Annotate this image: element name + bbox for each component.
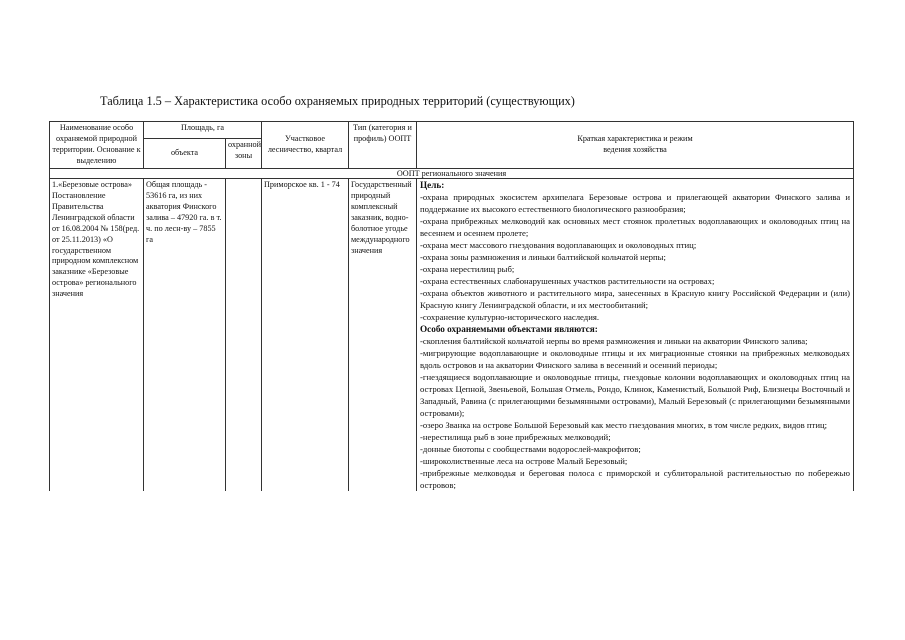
description-item: -сохранение культурно-исторического наследия. bbox=[420, 312, 600, 323]
region-heading: ООПТ регионального значения bbox=[50, 168, 854, 179]
row-forestry: Приморское кв. 1 - 74 bbox=[262, 179, 349, 492]
header-area-object: объекта bbox=[144, 138, 226, 168]
description-heading: Особо охраняемыми объектами являются: bbox=[420, 324, 598, 335]
row-area-zone bbox=[226, 179, 262, 492]
description-item: -охрана мест массового гнездования водоплавающих и околоводных птиц; bbox=[420, 240, 697, 251]
description-item: -нерестилища рыб в зоне прибрежных мелководий; bbox=[420, 432, 611, 443]
header-area-zone: охранной зоны bbox=[226, 138, 262, 168]
description-item: -гнездящиеся водоплавающие и околоводные птицы, гнездовые колонии водоплавающих и околоводных птиц на островах Цепной, Звеньевой, Большая Отмель, Рондо, Клинок, Каменистый, Большой Риф, Близнецы Восточный и Западный, Равина (с прилегающими безымянными островами), Малый Березовый (с прилегающими безымянными островами); bbox=[420, 372, 850, 419]
header-row-1 bbox=[50, 122, 854, 139]
description-item: -скопления балтийской кольчатой нерпы во время размножения и линьки на акватории Финского залива; bbox=[420, 336, 808, 347]
description-item: -донные биотопы с сообществами водорослей-макрофитов; bbox=[420, 444, 641, 455]
table-caption: Таблица 1.5 – Характеристика особо охраняемых природных территорий (существующих) bbox=[100, 94, 575, 108]
row-name: 1.«Березовые острова» Постановление Правительства Ленинградской области от 16.08.2004 № 158(ред. от 25.11.2013) «О государственном природном комплексном заказнике «Березовые острова» регионального значения bbox=[50, 179, 144, 492]
region-row bbox=[50, 168, 854, 179]
description-item: -охрана естественных слабонарушенных участков растительности на островах; bbox=[420, 276, 715, 287]
description-heading: Цель: bbox=[420, 180, 445, 191]
row-category: Государственный природный комплексный заказник, водно-болотное угодье международного значения bbox=[349, 179, 417, 492]
row-description bbox=[417, 179, 854, 492]
description-item: -мигрирующие водоплавающие и околоводные птицы и их миграционные стоянки на прибрежных мелководьях вдоль островов и на акватории Финского залива в весенний и осенний периоды; bbox=[420, 348, 850, 371]
description-item: -охрана природных экосистем архипелага Березовые острова и прилегающей акватории Финского залива и поддержание их высокого естественного биологического разнообразия; bbox=[420, 192, 850, 215]
description-item: -охрана прибрежных мелководий как основных мест стоянок пролетных водоплавающих и околоводных птиц на весеннем и осеннем пролете; bbox=[420, 216, 850, 239]
row-area-object: Общая площадь - 53616 га, из них акватория Финского залива – 47920 га. в т. ч. по лесн-ву – 7855 га bbox=[144, 179, 226, 492]
header-category: Тип (категория и профиль) ООПТ bbox=[349, 122, 417, 169]
description-item: -прибрежные мелководья и береговая полоса с приморской и сублиторальной растительностью по побережью островов; bbox=[420, 468, 850, 491]
description-item: -озеро Званка на острове Большой Березовый как место гнездования многих, в том числе редких, видов птиц; bbox=[420, 420, 828, 431]
header-name: Наименование особо охраняемой природной территории. Основание к выделению bbox=[50, 122, 144, 169]
description-item: -охрана нерестилищ рыб; bbox=[420, 264, 515, 275]
description-item: -охрана зоны размножения и линьки балтийской кольчатой нерпы; bbox=[420, 252, 666, 263]
header-forestry: Участковое лесничество, квартал bbox=[262, 122, 349, 169]
protected-areas-table bbox=[49, 121, 854, 491]
description-item: -охрана объектов животного и растительного мира, занесенных в Красную книгу Российской Федерации и (или) Красную книгу Ленинградской области, и их местообитаний; bbox=[420, 288, 850, 311]
description-item: -широколиственные леса на острове Малый Березовый; bbox=[420, 456, 628, 467]
table-row bbox=[50, 179, 854, 492]
header-area: Площадь, га bbox=[144, 122, 262, 139]
header-description: Краткая характеристика и режим ведения хозяйства bbox=[417, 122, 854, 169]
